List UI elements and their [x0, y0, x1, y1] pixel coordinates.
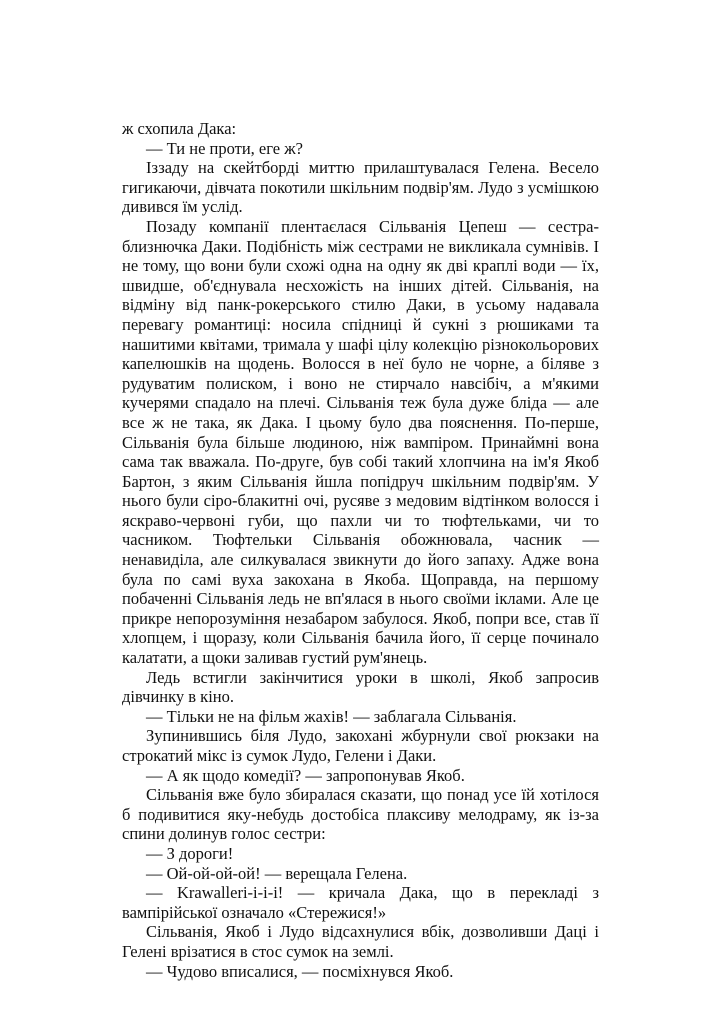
page-text [122, 119, 599, 981]
paragraph: — Чудово вписалися, — посміхнувся Якоб. [146, 961, 454, 981]
paragraph: — З дороги! [146, 843, 234, 863]
paragraph: — Ой-ой-ой-ой! — верещала Гелена. [146, 863, 408, 883]
paragraph: — Тільки не на фільм жахів! — заблагала Сільванія. [146, 706, 517, 726]
paragraph: Ледь встигли закінчитися уроки в школі, Якоб запросив дівчинку в кіно. [122, 667, 599, 707]
paragraph: ж схопила Дака: [122, 119, 237, 138]
paragraph: Сільванія, Якоб і Лудо відсахнулися вбік, дозволивши Даці і Гелені врізатися в стос сумок на землі. [122, 922, 599, 961]
paragraph: Позаду компанії плентаєлася Сільванія Цепеш — сестра-близнючка Даки. Подібність між сестрами не викликала сумнівів. І не тому, що вони були схожі одна на одну як дві краплі води — їх, швидше, об'єднувала несхожість на інших дітей. Сільванія, на відміну від панк-рокерського стилю Даки, в усьому надавала перевагу романтиці: носила спідниці й сукні з рюшиками та нашитими квітами, тримала у шафі цілу колекцію різнокольорових капелюшків на щодень. Волосся в неї було не чорне, а біляве з рудуватим полиском, і воно не стирчало навсібіч, а м'якими кучерями спадало на плечі. Сільванія теж була дуже бліда — але все ж не така, як Дака. І цьому було два пояснення. По-перше, Сільванія була більше людиною, ніж вампіром. Принаймні вона сама так вважала. По-друге, був собі такий хлопчина на ім'я Якоб Бартон, з яким Сільванія йшла попідруч шкільним подвір'ям. У нього були сіро-блакитні очі, русяве з медовим відтінком волосся і яскраво-червоні губи, що пахли чи то тюфтельками, чи то часником. Тюфтельки Сільванія обожнювала, часник — ненавиділа, але силкувалася звикнути до його запаху. Адже вона була по самі вуха закохана в Якоба. Щоправда, на першому побаченні Сільванія ледь не вп'ялася в нього своїми іклами. Але це прикре непорозуміння незабаром забулося. Якоб, попри все, став її хлопцем, і щоразу, коли Сільванія бачила його, її серце починало калатати, а щоки заливав густий рум'янець. [122, 216, 599, 668]
paragraph: Зупинившись біля Лудо, закохані жбурнули свої рюкзаки на строкатий мікс із сумок Лудо, Гелени і Даки. [122, 726, 599, 765]
paragraph: Сільванія вже було збиралася сказати, що понад усе їй хотілося б подивитися яку-небудь достобіса плаксиву мелодраму, як із-за спини долинув голос сестри: [122, 785, 599, 844]
paragraph: — Ти не проти, еге ж? [146, 138, 303, 158]
paragraph: — А як щодо комедії? — запропонував Якоб. [146, 765, 465, 785]
paragraph: — Krawalleri-i-i-i! — кричала Дака, що в перекладі з вампірійської означало «Стережися!» [122, 883, 599, 922]
paragraph: Іззаду на скейтборді миттю прилаштувалася Гелена. Весело гигикаючи, дівчата покотили шкільним подвір'ям. Лудо з усмішкою дивився їм услід. [122, 158, 599, 217]
